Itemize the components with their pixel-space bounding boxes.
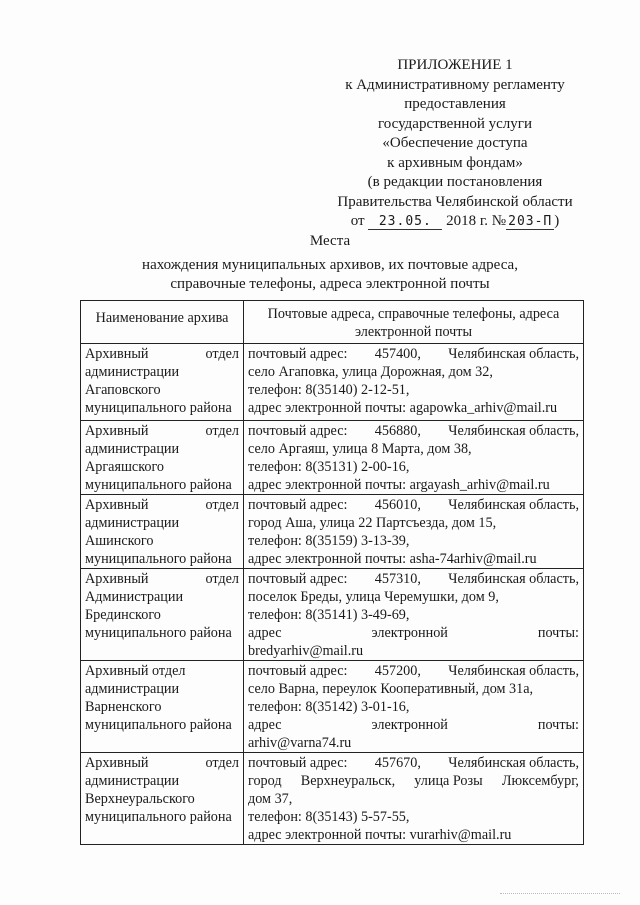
postal-region: Челябинская область, (448, 663, 579, 679)
handwritten-date: 23.05. (368, 215, 442, 230)
archive-name-cell (81, 344, 244, 421)
appendix-line: предоставления (404, 96, 506, 112)
handwritten-number: 203-П (508, 214, 553, 229)
archive-name-cell (81, 495, 244, 569)
table-row (81, 421, 584, 495)
archive-contacts-cell (244, 753, 584, 845)
postal-region: Челябинская область, (448, 497, 579, 513)
name-line: Варненского (85, 699, 162, 715)
phone-line: телефон: 8(35140) 2-12-51, (248, 382, 410, 398)
archive-name-cell (81, 661, 244, 753)
appendix-line: Правительства Челябинской области (337, 193, 573, 210)
postal-code: 456880, (374, 423, 421, 439)
postal-code: 456010, (374, 497, 421, 513)
name-word: Архивный (85, 755, 149, 771)
postal-label: почтовый адрес: (248, 497, 348, 513)
address-line: село Аргаяш, улица 8 Марта, дом 38, (248, 441, 472, 457)
address-word: Люксембург, (501, 773, 579, 789)
name-line: Администрации (85, 589, 184, 605)
header-contacts: Почтовые адреса, справочные телефоны, адреса электронной почты (244, 301, 584, 344)
name-line: муниципального района (85, 400, 232, 416)
address-line: поселок Бреды, улица Черемушки, дом 9, (248, 589, 499, 605)
name-line: администрации (85, 441, 180, 457)
email-label-word: адрес (248, 625, 282, 641)
appendix-line: «Обеспечение доступа (382, 135, 528, 151)
title-subtitle-line: нахождения муниципальных архивов, их почтовые адреса, (142, 256, 518, 273)
date-prefix: от (350, 213, 365, 229)
address-word: Верхнеуральск, (300, 773, 396, 789)
name-word: отдел (205, 497, 239, 513)
table-row (81, 753, 584, 845)
email-line: адрес электронной почты: asha-74arhiv@mail.ru (248, 551, 537, 567)
table-row (81, 495, 584, 569)
name-line: администрации (85, 364, 180, 380)
address-line: город Аша, улица 22 Партсъезда, дом 15, (248, 515, 497, 531)
postal-label: почтовый адрес: (248, 663, 348, 679)
email-label-word: почты: (537, 717, 579, 733)
name-line: Ашинского (85, 533, 154, 549)
closing-paren: ) (554, 213, 560, 229)
phone-line: телефон: 8(35131) 2-00-16, (248, 459, 410, 475)
name-word: отдел (205, 346, 239, 362)
table-header-row (81, 301, 584, 344)
name-line: муниципального района (85, 477, 232, 493)
appendix-title: ПРИЛОЖЕНИЕ 1 (397, 57, 513, 73)
postal-region: Челябинская область, (448, 346, 579, 362)
email-line: адрес электронной почты: agapowka_arhiv@mail.ru (248, 400, 558, 416)
appendix-date-line (320, 212, 590, 232)
title-heading: Места (309, 233, 351, 249)
postal-label: почтовый адрес: (248, 755, 348, 771)
archive-contacts-cell (244, 661, 584, 753)
email-line: адрес электронной почты: argayash_arhiv@mail.ru (248, 477, 550, 493)
name-line: Аргаяшского (85, 459, 165, 475)
archives-table (80, 300, 584, 845)
postal-label: почтовый адрес: (248, 346, 348, 362)
appendix-line: государственной услуги (378, 115, 532, 132)
address-line: дом 37, (248, 791, 293, 807)
appendix-line: (в редакции постановления (367, 174, 543, 190)
name-line: администрации (85, 681, 180, 697)
scan-artifact (500, 893, 620, 897)
address-line: село Агаповка, улица Дорожная, дом 32, (248, 364, 493, 380)
email-label-word: адрес (248, 717, 282, 733)
email-label-word: электронной (371, 717, 448, 733)
appendix-line: к архивным фондам» (387, 154, 523, 171)
postal-region: Челябинская область, (448, 571, 579, 587)
name-word: отдел (205, 423, 239, 439)
name-word: отдел (205, 755, 239, 771)
postal-label: почтовый адрес: (248, 571, 348, 587)
phone-line: телефон: 8(35142) 3-01-16, (248, 699, 410, 715)
phone-line: телефон: 8(35143) 5-57-55, (248, 809, 410, 825)
appendix-line: к Административному регламенту (345, 76, 565, 93)
archive-contacts-cell (244, 344, 584, 421)
archive-contacts-cell (244, 421, 584, 495)
name-line: муниципального района (85, 551, 232, 567)
postal-code: 457310, (374, 571, 421, 587)
title-subtitle-line: справочные телефоны, адреса электронной почты (170, 276, 490, 292)
name-word: Архивный (85, 346, 149, 362)
postal-code: 457200, (374, 663, 421, 679)
email-address: bredyarhiv@mail.ru (248, 643, 364, 659)
table-row (81, 569, 584, 661)
name-line: муниципального района (85, 717, 232, 733)
name-line: муниципального района (85, 625, 232, 641)
table-row (81, 661, 584, 753)
name-line: Верхнеуральского (85, 791, 195, 807)
appendix-header (320, 56, 590, 232)
year-text: 2018 г. № (446, 213, 507, 229)
table-row (81, 344, 584, 421)
name-word: Архивный отдел (85, 663, 186, 679)
name-word: отдел (205, 571, 239, 587)
document-title (60, 232, 600, 295)
name-line: администрации (85, 773, 180, 789)
archive-name-cell (81, 569, 244, 661)
archive-name-cell (81, 421, 244, 495)
name-line: администрации (85, 515, 180, 531)
address-line: село Варна, переулок Кооперативный, дом 31а, (248, 681, 534, 697)
archive-contacts-cell (244, 495, 584, 569)
postal-code: 457400, (374, 346, 421, 362)
name-line: Агаповского (85, 382, 161, 398)
address-word: город (248, 773, 282, 789)
postal-region: Челябинская область, (448, 755, 579, 771)
name-line: Брединского (85, 607, 161, 623)
name-word: Архивный (85, 497, 149, 513)
postal-label: почтовый адрес: (248, 423, 348, 439)
postal-code: 457670, (374, 755, 421, 771)
postal-region: Челябинская область, (448, 423, 579, 439)
email-label-word: электронной (371, 625, 448, 641)
name-word: Архивный (85, 423, 149, 439)
email-label-word: почты: (537, 625, 579, 641)
name-line: муниципального района (85, 809, 232, 825)
phone-line: телефон: 8(35159) 3-13-39, (248, 533, 410, 549)
archive-contacts-cell (244, 569, 584, 661)
phone-line: телефон: 8(35141) 3-49-69, (248, 607, 410, 623)
name-word: Архивный (85, 571, 149, 587)
address-word: улица Розы (414, 773, 483, 789)
email-address: arhiv@varna74.ru (248, 735, 352, 751)
archive-name-cell (81, 753, 244, 845)
header-archive-name: Наименование архива (81, 301, 244, 344)
email-line: адрес электронной почты: vurarhiv@mail.ru (248, 827, 512, 843)
